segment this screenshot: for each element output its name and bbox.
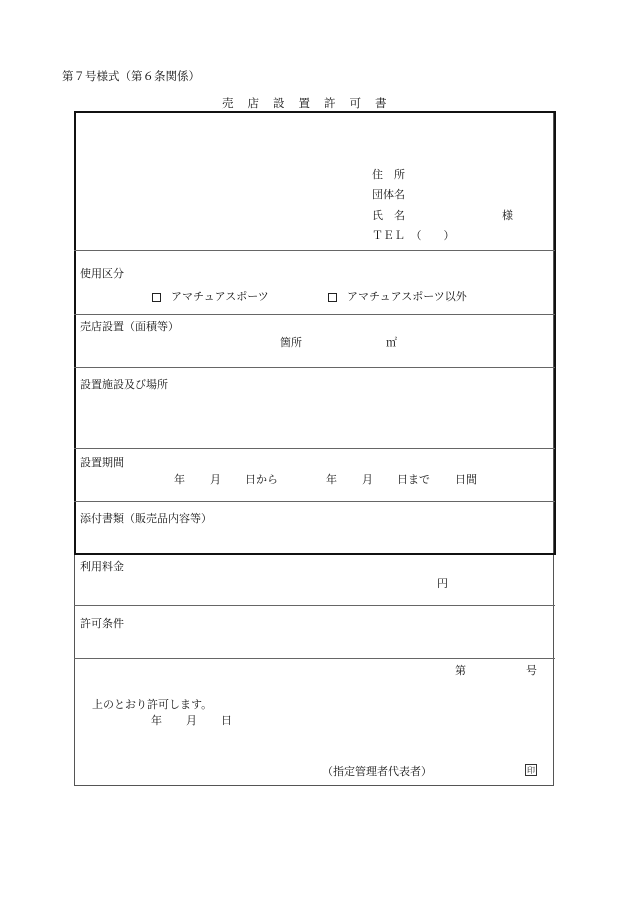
divider — [74, 367, 555, 368]
period-from-year: 年 — [174, 473, 185, 486]
tel-label: ＴＥＬ （ ） — [372, 229, 455, 242]
conditions-label: 許可条件 — [80, 617, 124, 630]
attachments-label: 添付書類（販売品内容等） — [80, 512, 212, 525]
permit-number-prefix: 第 — [455, 664, 466, 677]
page-title: 売店設置許可書 — [222, 96, 401, 110]
checkbox-other[interactable] — [328, 293, 337, 302]
period-days: 日間 — [455, 473, 477, 486]
usage-option-amateur[interactable] — [152, 288, 269, 304]
usage-option-amateur-label: アマチュアスポーツ — [171, 290, 269, 303]
period-to-year: 年 — [326, 473, 337, 486]
approval-month: 月 — [186, 714, 197, 727]
divider — [74, 501, 555, 502]
approval-day: 日 — [221, 714, 232, 727]
fee-unit: 円 — [437, 577, 448, 590]
shop-label: 売店設置（面積等） — [80, 320, 179, 333]
fee-label: 利用料金 — [80, 560, 124, 573]
divider — [74, 314, 555, 315]
period-from-month: 月 — [210, 473, 221, 486]
usage-option-other-label: アマチュアスポーツ以外 — [347, 290, 467, 303]
facility-label: 設置施設及び場所 — [80, 378, 168, 391]
divider — [74, 448, 555, 449]
period-label: 設置期間 — [80, 456, 124, 469]
honorific: 様 — [502, 209, 513, 222]
period-to-day: 日まで — [397, 473, 430, 486]
approval-statement: 上のとおり許可します。 — [92, 698, 213, 711]
shop-count-unit: 箇所 — [280, 336, 302, 349]
seal-mark — [525, 763, 537, 776]
usage-label: 使用区分 — [80, 267, 124, 280]
period-to-month: 月 — [362, 473, 373, 486]
checkbox-amateur[interactable] — [152, 293, 161, 302]
approval-year: 年 — [151, 714, 162, 727]
divider — [74, 658, 555, 659]
group-label: 団体名 — [372, 188, 405, 201]
form-number: 第７号様式（第６条関係） — [62, 69, 200, 83]
divider — [74, 605, 555, 606]
address-label: 住 所 — [372, 168, 405, 181]
seal-icon: 印 — [527, 766, 535, 775]
period-from-day: 日から — [245, 473, 278, 486]
shop-area-unit: ㎡ — [386, 336, 397, 349]
usage-option-other[interactable] — [328, 288, 467, 304]
signer-label: （指定管理者代表者） — [322, 765, 432, 778]
divider — [74, 250, 555, 251]
permit-number-suffix: 号 — [526, 664, 537, 677]
name-label: 氏 名 — [372, 209, 405, 222]
